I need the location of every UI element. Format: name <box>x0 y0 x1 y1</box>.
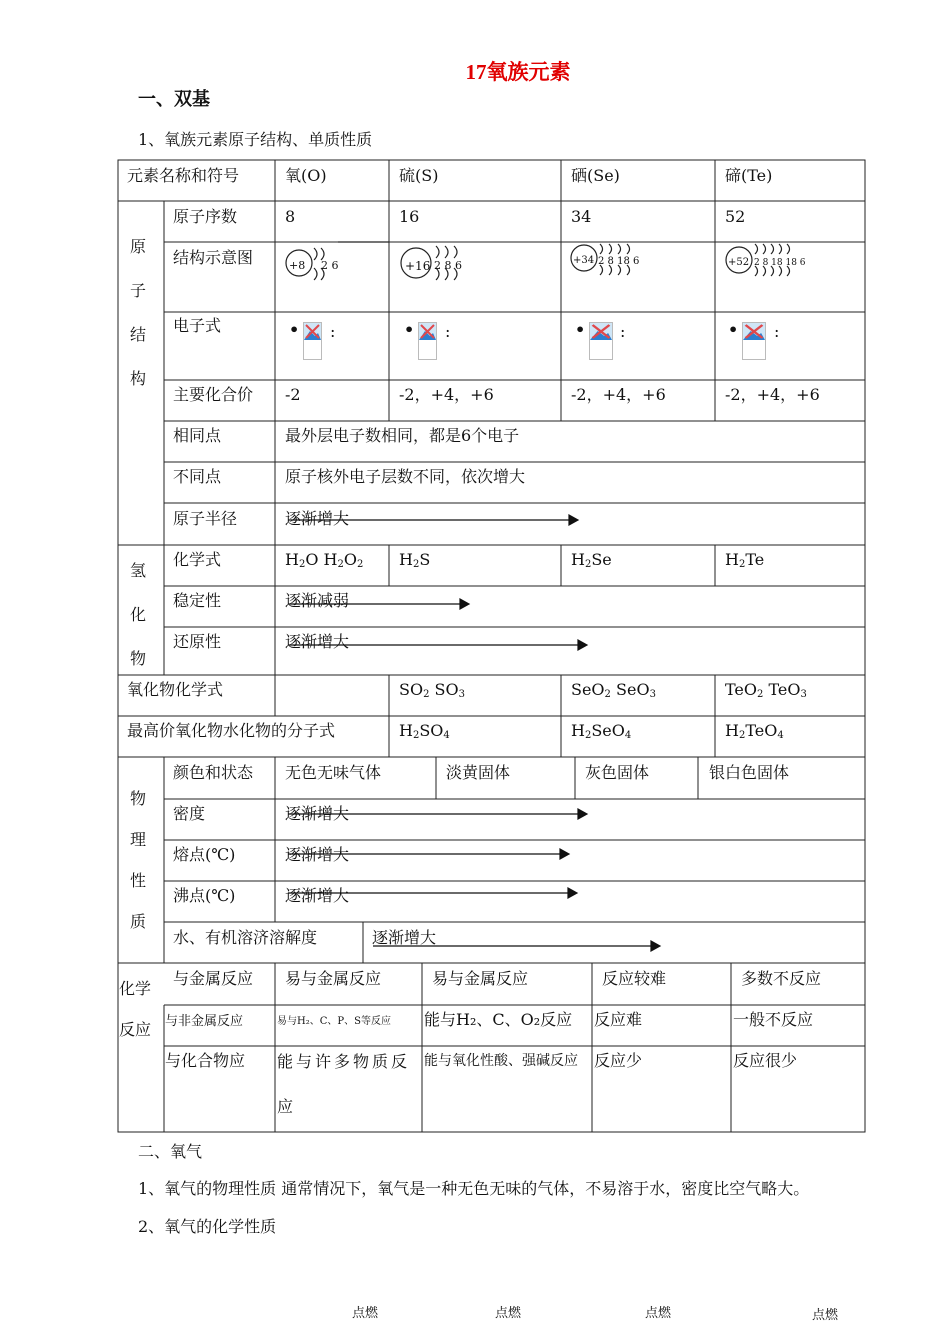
section-heading-1: 一、双基 <box>138 89 210 110</box>
broken-image-icon <box>589 322 613 360</box>
stability-text: 逐渐减弱 <box>285 591 350 610</box>
row-label-reducing: 还原性 <box>173 632 222 651</box>
acid-te: $H_2TeO_4$ <box>725 721 784 741</box>
row-label-radius: 原子半径 <box>173 509 238 528</box>
melting-text: 逐渐增大 <box>285 845 350 864</box>
row-label-melting: 熔点(℃) <box>173 845 236 864</box>
nonmetal-s: 能与H₂、C、O₂反应 <box>424 1010 573 1029</box>
solubility-text: 逐渐增大 <box>372 928 437 947</box>
electron-dot-se: • <box>575 320 586 339</box>
oxide-te: TeO$_2$ TeO$_3$ <box>725 680 807 700</box>
nonmetal-o: 易与H₂、C、P、S等反应 <box>277 1016 391 1027</box>
nucleus-te: +52 <box>728 257 750 268</box>
header-oxygen: 氧(O) <box>285 166 327 185</box>
color-o: 无色无味气体 <box>285 763 382 782</box>
row-label-nonmetal: 与非金属反应 <box>165 1014 244 1029</box>
broken-image-icon <box>742 322 766 360</box>
ignite-label: 点燃 <box>645 1306 672 1321</box>
row-label-acid: 最高价氧化物水化物的分子式 <box>127 721 336 740</box>
ignite-label: 点燃 <box>352 1306 379 1321</box>
row-label-structure: 结构示意图 <box>173 248 254 267</box>
broken-image-icon <box>303 322 322 360</box>
formula-te: $H_2Te$ <box>725 550 765 570</box>
row-label-valence: 主要化合价 <box>173 385 254 404</box>
electron-dot-o: • <box>289 320 300 339</box>
formula-o: $H_2O$ $H_2O_2$ <box>285 550 364 570</box>
group-hydride: 氢 化 物 <box>129 561 146 668</box>
nucleus-se: +34 <box>573 255 595 266</box>
paragraph-physical: 1、氧气的物理性质 通常情况下，氧气是一种无色无味的气体，不易溶于水，密度比空气略大。 <box>138 1179 810 1198</box>
compound-s: 能与氧化性酸、强碱反应 <box>424 1053 578 1069</box>
paragraph-chemical: 2、氧气的化学性质 <box>138 1217 277 1236</box>
electron-dot-s: • <box>404 320 415 339</box>
nonmetal-te: 一般不反应 <box>733 1010 814 1029</box>
atomic-number-s: 16 <box>399 207 420 226</box>
metal-o: 易与金属反应 <box>285 969 382 988</box>
row-label-electron-formula: 电子式 <box>173 316 222 335</box>
row-label-atomic-number: 原子序数 <box>173 207 238 226</box>
valence-te: -2，+4，+6 <box>725 385 820 404</box>
compound-o: 能与许多物质反应 <box>277 1052 411 1116</box>
diff-text: 原子核外电子层数不同，依次增大 <box>285 467 526 486</box>
header-tellurium: 碲(Te) <box>725 166 773 185</box>
subheading-1: 1、氧族元素原子结构、单质性质 <box>138 130 373 149</box>
electron-colon-te: : <box>774 322 780 341</box>
color-s: 淡黄固体 <box>446 763 511 782</box>
electron-colon-se: : <box>620 322 626 341</box>
section-heading-2: 二、氧气 <box>138 1142 203 1161</box>
compound-se: 反应少 <box>594 1051 643 1070</box>
electron-colon-s: : <box>445 322 451 341</box>
color-te: 银白色固体 <box>709 763 790 782</box>
same-text: 最外层电子数相同，都是6个电子 <box>285 426 520 445</box>
atomic-number-te: 52 <box>725 207 746 226</box>
page-title: 17氧族元素 <box>465 60 571 84</box>
atomic-number-o: 8 <box>285 207 296 226</box>
formula-s: $H_2S$ <box>399 550 431 570</box>
valence-se: -2，+4，+6 <box>571 385 666 404</box>
row-label-metal: 与金属反应 <box>173 969 254 988</box>
row-label-density: 密度 <box>173 804 206 823</box>
valence-s: -2，+4，+6 <box>399 385 494 404</box>
group-physical: 物 理 性 质 <box>129 789 146 931</box>
electron-dot-te: • <box>728 320 739 339</box>
metal-se: 反应较难 <box>602 969 667 988</box>
shells-te: 2 8 18 18 6 <box>754 258 806 268</box>
row-label-diff: 不同点 <box>173 467 222 486</box>
oxide-se: SeO$_2$ SeO$_3$ <box>571 680 656 700</box>
row-label-solubility: 水、有机溶济溶解度 <box>173 928 318 947</box>
radius-text: 逐渐增大 <box>285 509 350 528</box>
nonmetal-se: 反应难 <box>594 1010 643 1029</box>
row-label-compound: 与化合物应 <box>165 1051 246 1070</box>
metal-te: 多数不反应 <box>741 969 822 988</box>
density-text: 逐渐增大 <box>285 804 350 823</box>
compound-te: 反应很少 <box>733 1051 798 1070</box>
group-chemical: 化学反应 <box>119 979 152 1039</box>
shells-o: 2 6 <box>321 259 339 272</box>
shells-se: 2 8 18 6 <box>598 256 640 267</box>
valence-o: -2 <box>285 385 301 404</box>
header-selenium: 硒(Se) <box>571 166 620 185</box>
oxide-s: $SO_2$ $SO_3$ <box>399 680 465 700</box>
group-atom-structure: 原 子 结 构 <box>129 237 146 388</box>
header-sulfur: 硫(S) <box>399 166 439 185</box>
acid-s: $H_2SO_4$ <box>399 721 450 741</box>
boiling-text: 逐渐增大 <box>285 886 350 905</box>
shells-s: 2 8 6 <box>434 259 462 272</box>
metal-s: 易与金属反应 <box>432 969 529 988</box>
acid-se: $H_2SeO_4$ <box>571 721 632 741</box>
row-label-formula: 化学式 <box>173 550 222 569</box>
formula-se: $H_2Se$ <box>571 550 612 570</box>
color-se: 灰色固体 <box>585 763 650 782</box>
row-label-oxide: 氧化物化学式 <box>127 680 224 699</box>
row-label-color: 颜色和状态 <box>173 763 254 782</box>
row-label-boiling: 沸点(℃) <box>173 886 236 905</box>
reducing-text: 逐渐增大 <box>285 632 350 651</box>
row-label-same: 相同点 <box>173 426 222 445</box>
nucleus-o: +8 <box>289 259 306 272</box>
nucleus-s: +16 <box>405 259 431 273</box>
ignite-label: 点燃 <box>812 1308 839 1323</box>
atomic-number-se: 34 <box>571 207 592 226</box>
header-label: 元素名称和符号 <box>127 166 240 185</box>
ignite-label: 点燃 <box>495 1306 522 1321</box>
broken-image-icon <box>418 322 437 360</box>
row-label-stability: 稳定性 <box>173 591 222 610</box>
electron-colon-o: : <box>330 322 336 341</box>
